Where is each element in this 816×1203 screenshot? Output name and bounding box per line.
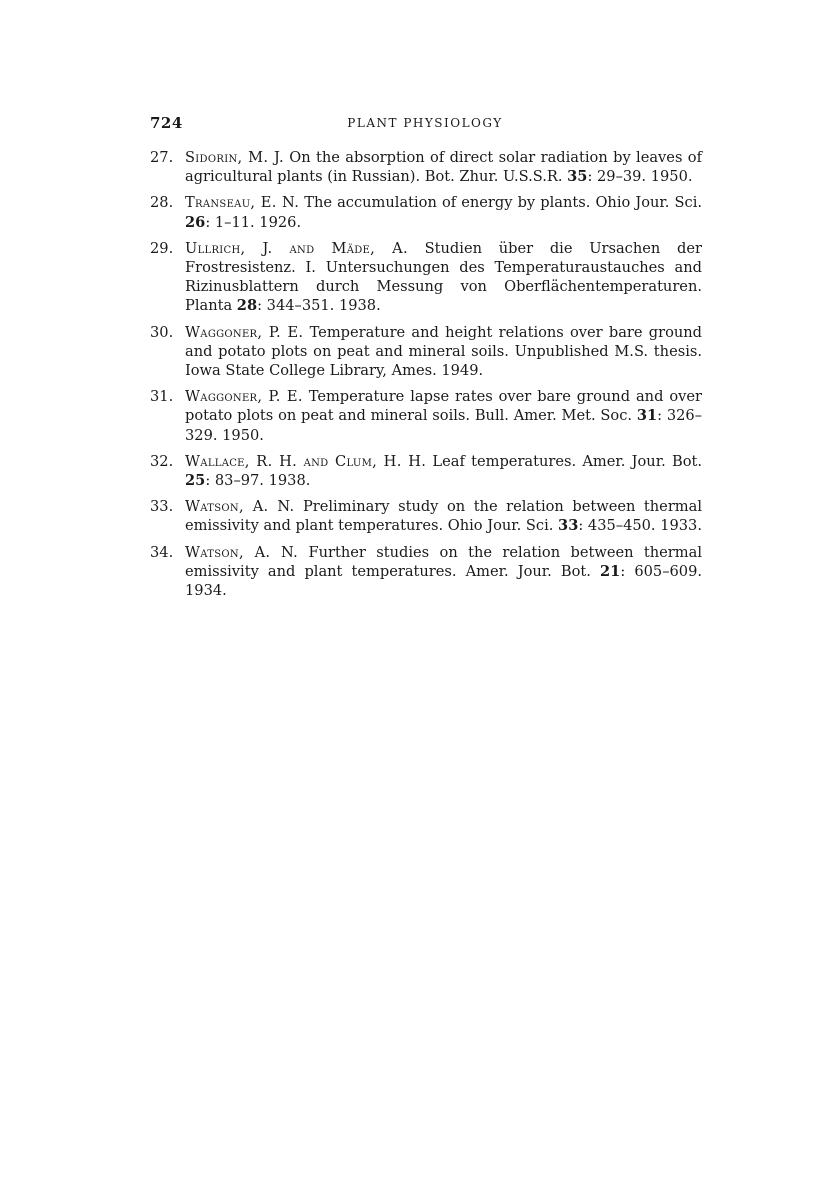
reference-item <box>150 193 702 231</box>
reference-number: 32. <box>150 452 174 470</box>
reference-author: Watson, A. N. <box>185 498 295 516</box>
reference-pages: : 344–351. 1938. <box>257 297 381 315</box>
reference-item <box>150 148 702 186</box>
reference-pages: : 326–329. 1950. <box>185 407 702 444</box>
reference-author: Waggoner, P. E. <box>185 323 304 341</box>
page-header <box>150 114 700 134</box>
reference-volume: 28 <box>236 297 258 315</box>
reference-item <box>150 239 702 316</box>
reference-item <box>150 452 702 490</box>
reference-author: Waggoner, P. E. <box>185 388 303 406</box>
reference-text: The accumulation of energy by plants. Ohio Jour. Sci. <box>299 194 702 212</box>
reference-text: Temperature and height relations over bare ground and potato plots on peat and mineral soils. Unpublished M.S. thesis. Iowa State College Library, Ames. 1949. <box>185 323 703 380</box>
reference-volume: 21 <box>600 562 621 580</box>
reference-number: 28. <box>150 194 174 212</box>
reference-author: Sidorin, M. J. <box>185 149 284 166</box>
reference-pages: : 435–450. 1933. <box>578 517 702 535</box>
reference-volume: 26 <box>185 213 206 231</box>
reference-author: Wallace, R. H. and Clum, H. H. <box>185 452 427 470</box>
reference-item <box>150 387 702 445</box>
reference-number: 33. <box>150 498 174 516</box>
reference-text: Temperature lapse rates over bare ground and over potato plots on peat and mineral soils. Bull. Amer. Met. Soc. <box>185 388 702 425</box>
reference-author: Transeau, E. N. <box>185 194 300 212</box>
reference-item <box>150 497 702 535</box>
reference-number: 31. <box>150 388 174 406</box>
reference-list <box>150 148 702 607</box>
reference-volume: 31 <box>636 407 658 425</box>
reference-text: Leaf temperatures. Amer. Jour. Bot. <box>426 452 702 470</box>
reference-number: 29. <box>150 239 174 257</box>
reference-volume: 25 <box>185 472 206 490</box>
reference-author: Ullrich, J. and Mäde, A. <box>185 239 408 257</box>
reference-text: Further studies on the relation between thermal emissivity and plant temperatures. Amer. Jour. Bot. <box>185 543 702 580</box>
reference-number: 34. <box>150 543 174 561</box>
reference-author: Watson, A. N. <box>185 543 299 561</box>
reference-item <box>150 323 702 381</box>
reference-pages: : 605–609. 1934. <box>185 562 702 600</box>
reference-pages: : 29–39. 1950. <box>587 168 693 186</box>
reference-text: Studien über die Ursachen der Frostresistenz. I. Untersuchungen des Temperaturaustauches and Rizinusblattern durch Messung von Oberflächentemperaturen. Planta <box>185 239 702 315</box>
reference-pages: : 1–11. 1926. <box>205 213 302 231</box>
reference-number: 27. <box>150 149 174 166</box>
reference-number: 30. <box>150 323 174 341</box>
reference-pages: : 83–97. 1938. <box>205 472 311 490</box>
page-number: 724 <box>150 114 183 132</box>
reference-text: Preliminary study on the relation between thermal emissivity and plant temperatures. Ohio Jour. Sci. <box>185 498 702 535</box>
reference-text: On the absorption of direct solar radiation by leaves of agricultural plants (in Russian). Bot. Zhur. U.S.S.R. <box>185 149 702 186</box>
reference-item <box>150 543 702 601</box>
reference-volume: 33 <box>558 517 579 535</box>
reference-volume: 35 <box>567 168 588 186</box>
running-title: PLANT PHYSIOLOGY <box>347 116 503 130</box>
